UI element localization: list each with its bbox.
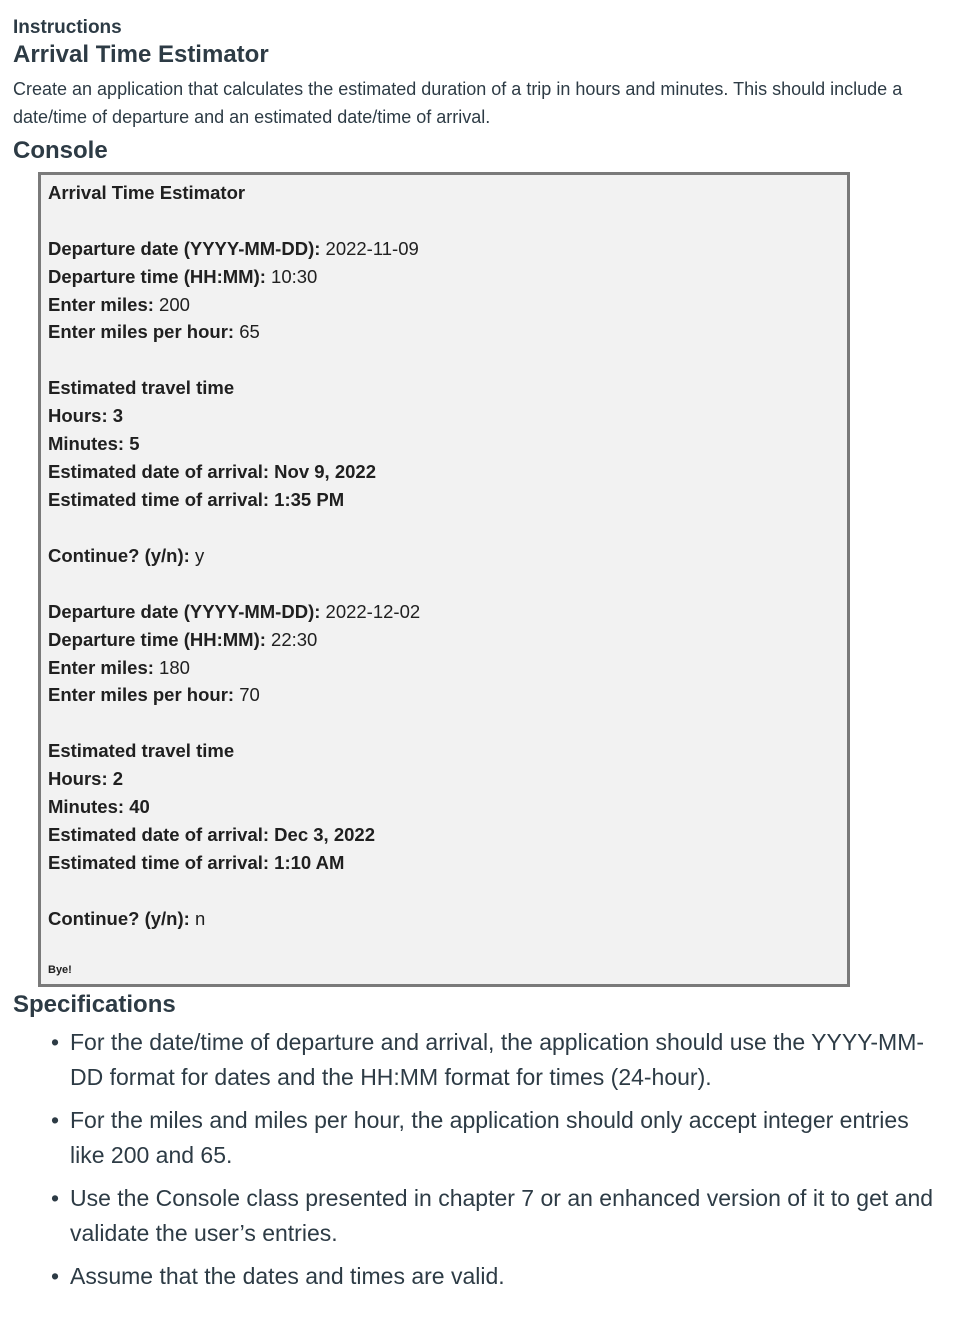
run1-departure-date: [48, 237, 419, 261]
spec-text: For the miles and miles per hour, the application should only accept integer entries like 200 and 65.: [70, 1107, 909, 1168]
run2-miles: [48, 656, 190, 680]
run1-minutes: Minutes: 5: [48, 433, 140, 454]
run2-departure-date: [48, 600, 420, 624]
run1-mph-label: Enter miles per hour:: [48, 321, 235, 342]
run2-mph-value: 70: [239, 684, 260, 705]
run2-miles-label: Enter miles:: [48, 657, 154, 678]
run1-mph-value: 65: [239, 321, 260, 342]
run2-continue: [48, 907, 205, 931]
run1-departure-date-label: Departure date (YYYY-MM-DD):: [48, 238, 321, 259]
bullet-icon: •: [51, 1107, 60, 1133]
run1-continue-label: Continue? (y/n):: [48, 545, 190, 566]
run1-departure-time: [48, 265, 317, 289]
run1-arrival-time: Estimated time of arrival: 1:35 PM: [48, 489, 345, 510]
run1-continue: [48, 544, 204, 568]
run2-departure-time-value: 22:30: [271, 629, 318, 650]
run2-continue-label: Continue? (y/n):: [48, 908, 190, 929]
description: Create an application that calculates the estimated duration of a trip in hours and minutes. This should include a date/time of departure and an estimated date/time of arrival.: [13, 79, 903, 127]
run1-departure-time-label: Departure time (HH:MM):: [48, 266, 266, 287]
console-header: Arrival Time Estimator: [48, 182, 246, 203]
run2-hours: Hours: 2: [48, 768, 124, 789]
bullet-icon: •: [51, 1263, 60, 1289]
run2-miles-value: 180: [159, 657, 190, 678]
run1-miles-value: 200: [159, 294, 190, 315]
run1-departure-date-value: 2022-11-09: [325, 238, 419, 259]
run1-arrival-date: Estimated date of arrival: Nov 9, 2022: [48, 461, 376, 482]
run2-arrival-time: Estimated time of arrival: 1:10 AM: [48, 852, 345, 873]
spec-text: Assume that the dates and times are valid.: [70, 1263, 505, 1289]
run1-miles: [48, 293, 190, 317]
console-heading: Console: [13, 137, 108, 164]
spec-text: For the date/time of departure and arrival, the application should use the YYYY-MM-DD format for dates and the HH:MM format for times (24-hour).: [70, 1029, 925, 1090]
run1-hours: Hours: 3: [48, 405, 124, 426]
console-output: [38, 172, 850, 987]
spec-text: Use the Console class presented in chapter 7 or an enhanced version of it to get and validate the user’s entries.: [70, 1185, 934, 1246]
run2-minutes: Minutes: 40: [48, 796, 150, 817]
eyebrow-label: Instructions: [13, 17, 122, 38]
run2-departure-time: [48, 628, 317, 652]
spec-item: [51, 1025, 940, 1095]
run1-departure-time-value: 10:30: [271, 266, 318, 287]
run2-departure-date-value: 2022-12-02: [325, 601, 421, 622]
run1-travel-heading: Estimated travel time: [48, 377, 235, 398]
run1-mph: [48, 320, 260, 344]
run1-miles-label: Enter miles:: [48, 294, 154, 315]
run2-continue-value: n: [194, 908, 206, 929]
run2-departure-date-label: Departure date (YYYY-MM-DD):: [48, 601, 321, 622]
run2-travel-heading: Estimated travel time: [48, 740, 235, 761]
bullet-icon: •: [51, 1185, 60, 1211]
console-bye: Bye!: [48, 964, 72, 976]
bullet-icon: •: [51, 1029, 60, 1055]
page-title: Arrival Time Estimator: [13, 41, 269, 68]
run2-mph: [48, 683, 260, 707]
run2-departure-time-label: Departure time (HH:MM):: [48, 629, 266, 650]
spec-item: [51, 1103, 940, 1173]
spec-item: [51, 1181, 940, 1251]
specifications-heading: Specifications: [13, 991, 176, 1018]
run1-continue-value: y: [194, 545, 205, 566]
run2-arrival-date: Estimated date of arrival: Dec 3, 2022: [48, 824, 375, 845]
specifications-list: [51, 1025, 940, 1302]
spec-item: [51, 1259, 940, 1294]
run2-mph-label: Enter miles per hour:: [48, 684, 235, 705]
